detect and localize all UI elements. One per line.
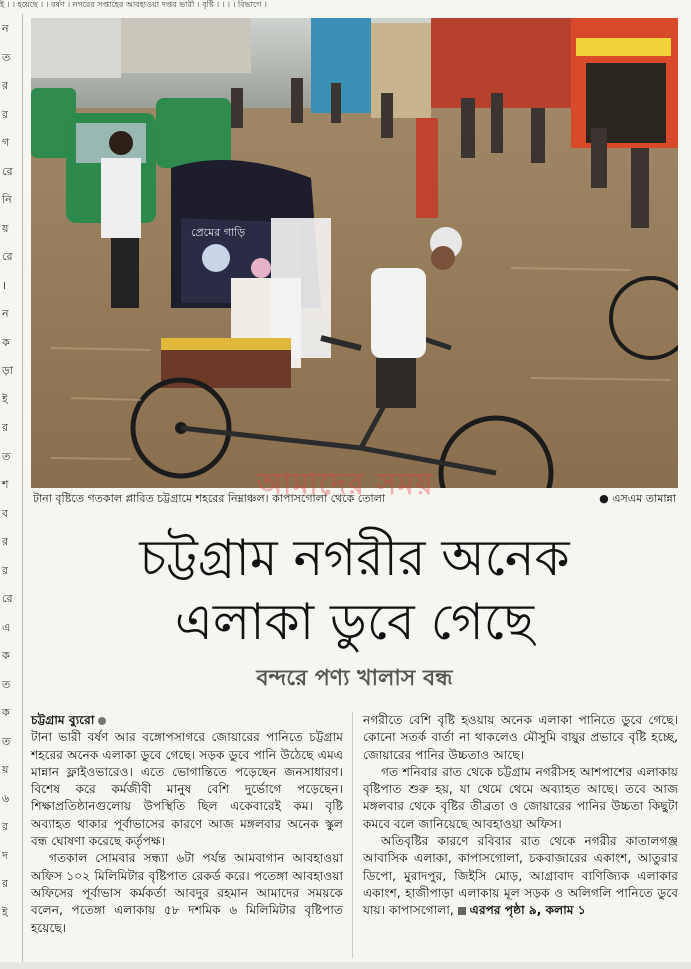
byline: চট্টগ্রাম ব্যুরো [31, 713, 95, 727]
subheadline: বন্দরে পণ্য খালাস বন্ধ [256, 666, 453, 691]
left-column-fragment: র [2, 820, 9, 833]
paragraph: নগরীতে বেশি বৃষ্টি হওয়ায় অনেক এলাকা পানিতে ডুবে গেছে। কোনো সতর্ক বার্তা না থাকলেও মৌসুমি বায়ুর প্রভাবে বৃষ্টি হচ্ছে, জোয়ারের পানির উচ্চতাও আছে। [363, 713, 678, 762]
left-column-fragment: ত [2, 677, 11, 691]
paragraph: গতকাল সোমবার সন্ধ্যা ৬টা পর্যন্ত আমবাগান আবহাওয়া অফিস ১০২ মিলিমিটার বৃষ্টিপাত রেকর্ড করে। পতেঙ্গা আবহাওয়া অফিসের পূর্বাভাস কর্মকর্তা আবদুর রহমান আমাদের সময়কে বলেন, পতেঙ্গা এলাকায় ৫৮ দশমিক ৬ মিলিমিটার বৃষ্টিপাত হয়েছে। [31, 851, 343, 935]
left-column-fragment: রে [2, 592, 13, 605]
flood-street-illustration [31, 18, 678, 488]
left-column-fragment: ই [2, 392, 8, 406]
headline-line-2: এলাকা ডুবে গেছে [174, 593, 535, 651]
news-photo [31, 18, 678, 488]
left-column-fragment: । [2, 278, 7, 292]
paragraph: টানা ভারী বর্ষণ আর বঙ্গোপসাগরে জোয়ারের পানিতে চট্টগ্রাম শহরের অনেক এলাকা ডুবে গেছে। সড়ক ডুবে পানি উঠেছে এমএ মান্নান ফ্লাইওভারেও। এতে ভোগান্তিতে পড়েছেন জনসাধারণ। বিশেষ করে কর্মজীবী মানুষ বেশি দুর্ভোগে পড়েছেন। শিক্ষাপ্রতিষ্ঠানগুলোয় উপস্থিতি ছিল একেবারেই কম। বৃষ্টি অব্যাহত থাকার পূর্বাভাসের কারণে আজ মঙ্গলবার অনেক স্কুল বন্ধ ঘোষণা করেছে কর্তৃপক্ষ। [31, 730, 343, 849]
left-adjacent-column [0, 14, 23, 969]
left-column-fragment: র [2, 877, 9, 890]
left-column-fragment: র [2, 79, 9, 92]
left-column-fragment: র [2, 421, 9, 434]
continuation-text: এরপর পৃষ্ঠা ৯, কলাম ১ [469, 903, 586, 918]
page-bottom-strip [0, 962, 691, 969]
left-column-fragment: য় [2, 221, 9, 235]
left-column-fragment: রে [2, 164, 13, 178]
left-column-fragment: শ [2, 478, 9, 491]
photo-caption [31, 491, 678, 507]
newspaper-watermark: আমাদের সময় [256, 467, 434, 502]
square-bullet-icon [458, 907, 466, 915]
caption-text: টানা বৃষ্টিতে গতকাল প্লাবিত চট্টগ্রামে শহরের নিম্নাঞ্চল। কাপাসগোলা থেকে তোলা [33, 492, 386, 505]
paragraph: গত শনিবার রাত থেকে চট্টগ্রাম নগরীসহ আশপাশের এলাকায় বৃষ্টিপাত শুরু হয়, যা থেমে থেমে অব্যাহত আছে। তবে আজ মঙ্গলবার থেকে বৃষ্টির তীব্রতা ও জোয়ারের পানির উচ্চতা কিছুটা কমবে বলে জানিয়েছে আবহাওয়া অফিস। [363, 764, 678, 831]
left-column-fragment: ন [2, 307, 9, 320]
article-column-1 [31, 712, 343, 937]
left-column-fragment: নি [2, 193, 12, 206]
left-column-fragment: ৬ [2, 791, 10, 805]
byline-bullet-icon [98, 717, 106, 725]
left-column-fragment: ত [2, 50, 11, 64]
left-column-fragment: এ [2, 620, 11, 634]
article-column-2 [363, 712, 678, 920]
left-column-fragment: ত [2, 449, 11, 463]
left-column-fragment: র [2, 107, 9, 121]
left-column-fragment: ক [2, 649, 10, 662]
top-strip-text: ই । । হয়েছে । । বর্ষণ । নগরের সপ্তাহের আবহাওয়া দপ্তর ভারী । বৃষ্টি । । । । বিভাগে । [0, 0, 267, 9]
paragraph [363, 833, 678, 919]
left-column-fragment: ব [2, 506, 9, 520]
left-column-fragment: র [2, 563, 9, 577]
left-column-fragment: য় [2, 763, 9, 776]
rickshaw-art-text: প্রেমের গাড়ি [191, 226, 246, 239]
continuation-note [458, 903, 586, 917]
photographer-credit: ● এসএম তামান্না [599, 492, 676, 505]
left-column-fragment: ড়া [2, 364, 14, 377]
paragraph-text: অতিবৃষ্টির কারণে রবিবার রাত থেকে নগরীর কাতালগঞ্জ আবাসিক এলাকা, কাপাসগোলা, চকবাজারের একাংশ, আতুরার ডিপো, মুরাদপুর, জিইসি মোড়, আগ্রাবাদ বাণিজ্যিক এলাকার একাংশ, হাজীপাড়া এলাকায় মূল সড়ক ও অলিগলি পানিতে ডুবে যায়। কাপাসগোলা, [363, 834, 678, 918]
left-column-fragment: ক [2, 706, 10, 719]
left-column-fragment: ন [2, 22, 9, 35]
headline [31, 526, 678, 654]
headline-line-1: চট্টগ্রাম নগরীর অনেক [139, 529, 570, 587]
left-column-fragment: গ [2, 136, 10, 149]
left-column-fragment: রে [2, 250, 13, 263]
left-column-fragment: ক [2, 335, 10, 349]
left-column-fragment: ই [2, 905, 8, 919]
left-column-fragment: দ [2, 848, 8, 862]
left-column-fragment: ত [2, 734, 11, 748]
column-divider [352, 712, 353, 958]
left-column-fragment: র [2, 535, 9, 548]
